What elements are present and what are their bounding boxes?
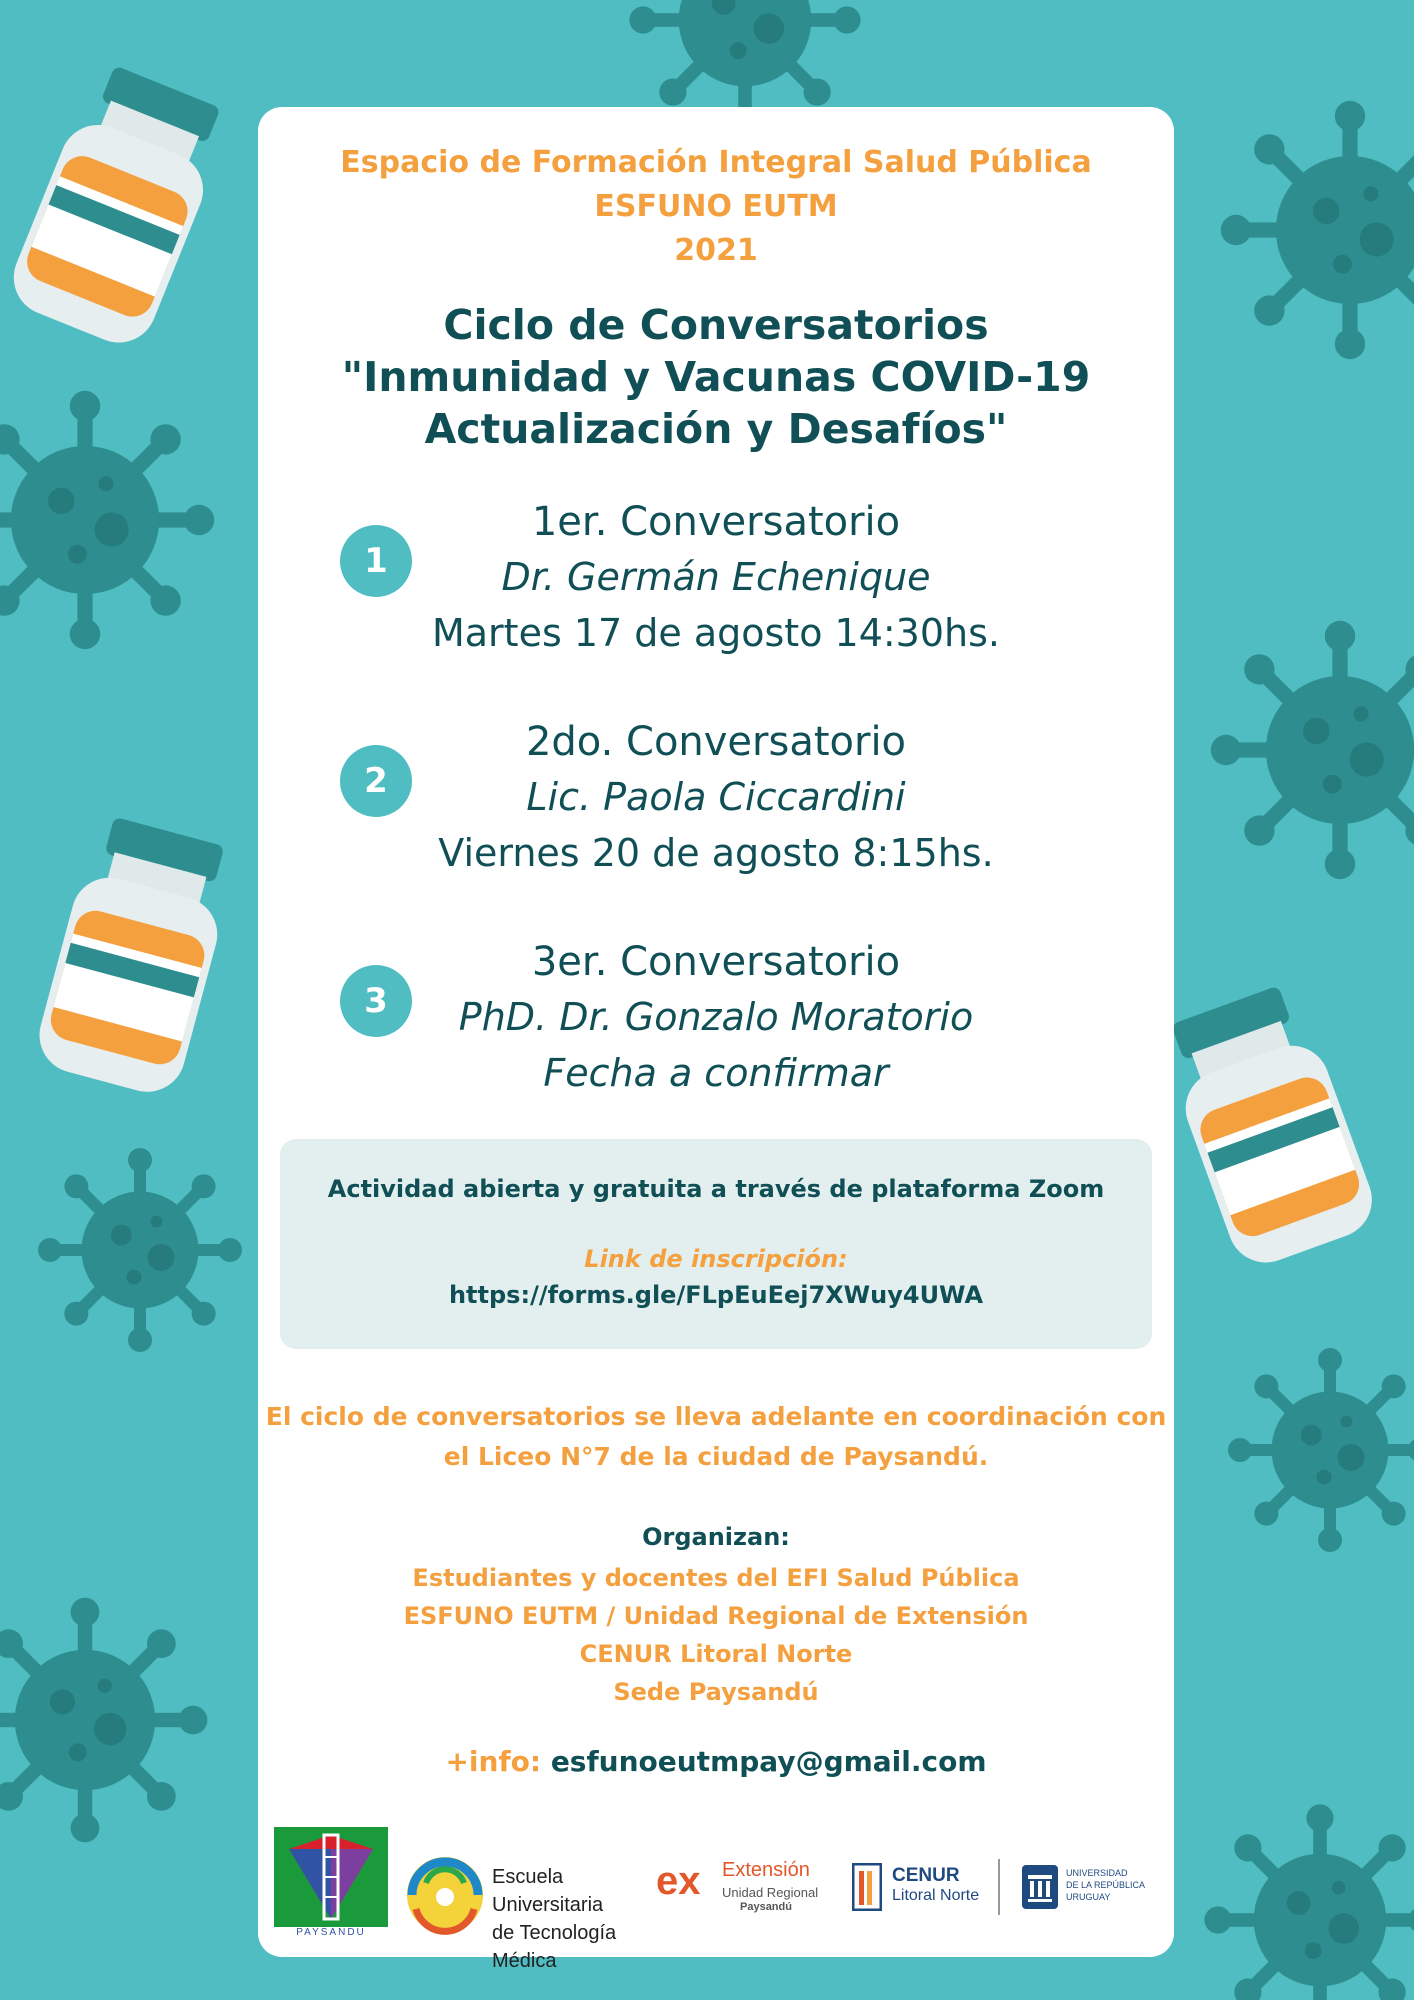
cenur-emblem-icon [852, 1863, 882, 1911]
session-title: 3er. Conversatorio [531, 939, 901, 985]
partner-logos [274, 1827, 1158, 1972]
session-date: Fecha a confirmar [543, 1051, 889, 1095]
organizers-list [258, 1559, 1174, 1711]
zoom-info-box [280, 1139, 1152, 1349]
liceo-logo [274, 1827, 388, 1941]
organizer-item: ESFUNO EUTM / Unidad Regional de Extensión [403, 1602, 1029, 1630]
title-line-2: "Inmunidad y Vacunas COVID-19 [341, 353, 1091, 401]
session-number-badge: 3 [340, 965, 412, 1037]
udelar-line-2: DE LA REPÚBLICA [1066, 1880, 1146, 1890]
session-speaker: Lic. Paola Ciccardini [526, 775, 906, 819]
liceo-logo-icon [274, 1827, 388, 1941]
session-date: Martes 17 de agosto 14:30hs. [431, 611, 1000, 655]
title-line-1: Ciclo de Conversatorios [443, 301, 989, 349]
coordination-note [258, 1397, 1174, 1477]
org-acronym: ESFUNO EUTM [594, 189, 838, 224]
page-title [258, 299, 1174, 455]
liceo-logo-text: PAYSANDU [296, 1927, 366, 1938]
org-name: Espacio de Formación Integral Salud Pública [340, 145, 1092, 180]
organizer-item: CENUR Litoral Norte [579, 1640, 853, 1668]
eutm-line-2: de Tecnología Médica [492, 1922, 617, 1972]
session-date: Viernes 20 de agosto 8:15hs. [438, 831, 994, 875]
organization-header [258, 141, 1174, 273]
extension-mark: ex [656, 1859, 701, 1903]
eutm-logo [402, 1853, 634, 1972]
udelar-logo [1022, 1865, 1152, 1915]
udelar-line-1: UNIVERSIDAD [1066, 1868, 1128, 1878]
session-speaker: PhD. Dr. Gonzalo Moratorio [458, 995, 974, 1039]
extension-subtitle-1: Unidad Regional [722, 1885, 819, 1900]
organizers-label: Organizan: [642, 1523, 790, 1551]
organizer-item: Estudiantes y docentes del EFI Salud Pública [412, 1564, 1020, 1592]
content-card [258, 107, 1174, 1972]
year: 2021 [674, 233, 758, 268]
contact-info [258, 1745, 1174, 1778]
logo-divider [998, 1859, 1000, 1915]
cenur-logo [852, 1863, 1002, 1923]
session-speaker: Dr. Germán Echenique [501, 555, 931, 599]
session-number-badge: 1 [340, 525, 412, 597]
session-number-badge: 2 [340, 745, 412, 817]
info-label: +info: [445, 1745, 542, 1778]
udelar-emblem-icon [1022, 1865, 1058, 1909]
udelar-text [1066, 1867, 1145, 1903]
coordination-line-2: el Liceo N°7 de la ciudad de Paysandú. [443, 1442, 989, 1471]
registration-link[interactable]: https://forms.gle/FLpEuEej7XWuy4UWA [448, 1281, 984, 1309]
cenur-subtitle: Litoral Norte [892, 1887, 980, 1904]
udelar-line-3: URUGUAY [1066, 1892, 1111, 1902]
session-title: 1er. Conversatorio [531, 499, 901, 545]
extension-logo [656, 1859, 826, 1939]
coordination-line-1: El ciclo de conversatorios se lleva adelante en coordinación con [265, 1402, 1167, 1431]
extension-title: Extensión [722, 1859, 810, 1881]
registration-label: Link de inscripción: [584, 1245, 848, 1273]
eutm-line-1: Escuela Universitaria [492, 1866, 604, 1916]
title-line-3: Actualización y Desafíos" [424, 405, 1008, 453]
eutm-emblem-icon [402, 1853, 488, 1937]
session-title: 2do. Conversatorio [525, 719, 907, 765]
activity-text: Actividad abierta y gratuita a través de plataforma Zoom [327, 1175, 1105, 1203]
info-email[interactable]: esfunoeutmpay@gmail.com [550, 1745, 987, 1778]
cenur-title: CENUR [892, 1865, 960, 1886]
eutm-logo-text [492, 1863, 634, 1975]
organizer-item: Sede Paysandú [613, 1678, 819, 1706]
extension-subtitle-2: Paysandú [740, 1901, 792, 1913]
